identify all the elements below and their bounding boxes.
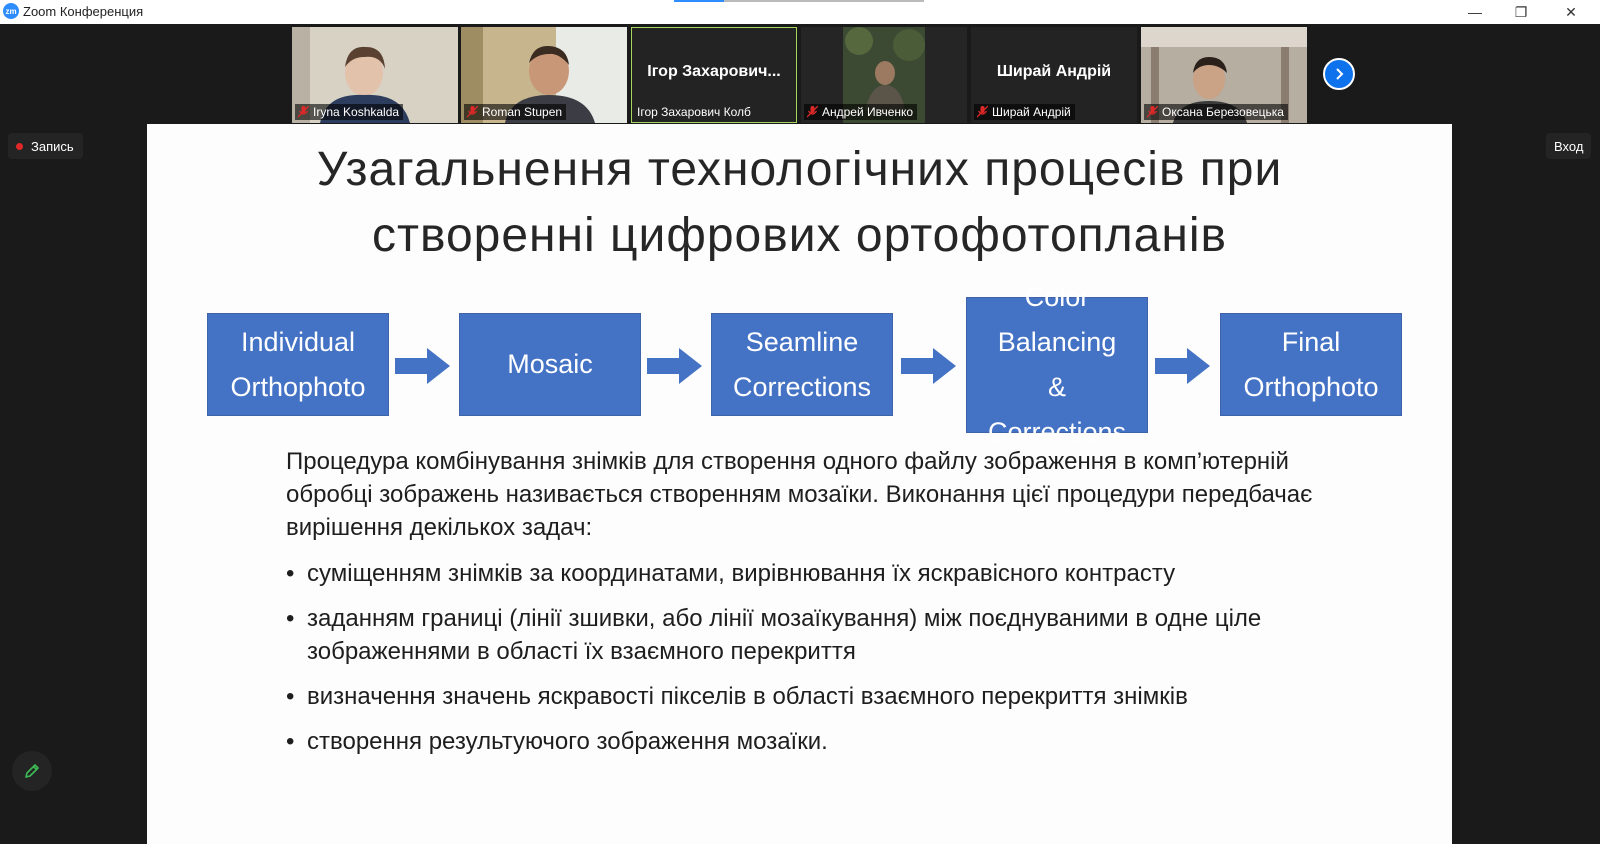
bullet-list: [286, 557, 1346, 770]
muted-mic-icon: [467, 106, 478, 118]
next-participants-button[interactable]: [1323, 58, 1355, 90]
participant-tile[interactable]: [292, 27, 458, 123]
slide-title-line-2: створенні цифрових ортофотопланів: [372, 209, 1227, 262]
participant-display-name: Ігор Захарович...: [647, 63, 781, 80]
bullet-marker: •: [286, 560, 295, 587]
minimize-button[interactable]: [1452, 0, 1498, 24]
participant-label: Iryna Koshkalda: [295, 104, 403, 120]
annotate-button[interactable]: [12, 751, 52, 791]
participant-display-name: Ширай Андрій: [996, 63, 1112, 80]
bullet-item: • визначення значень яскравості пікселів в області взаємного перекриття знімків: [286, 680, 1346, 713]
flow-step-individual-orthophoto: Individual Orthophoto: [207, 313, 389, 416]
flow-arrow-icon: [647, 346, 703, 386]
entry-button[interactable]: Вход: [1546, 133, 1591, 159]
muted-mic-icon: [1147, 106, 1158, 118]
flow-arrow-icon: [1155, 346, 1211, 386]
participant-label: Roman Stupen: [464, 104, 566, 120]
participant-label: Оксана Березовецька: [1144, 104, 1288, 120]
chevron-right-icon: [1332, 67, 1346, 81]
bullet-item: • заданням границі (лінії зшивки, або лінії мозаїкування) між поєднуваними в одне ціле зображеннями в області їх взаємного перекриття: [286, 602, 1346, 668]
bullet-marker: •: [286, 728, 295, 755]
minimize-icon: —: [1468, 4, 1482, 20]
recording-dot-icon: [16, 143, 23, 150]
view-indicator-track: [724, 0, 924, 2]
participant-strip: [0, 27, 1600, 123]
muted-mic-icon: [807, 106, 818, 118]
close-button[interactable]: [1548, 0, 1594, 24]
participant-tile-active-speaker[interactable]: [631, 27, 797, 123]
flow-step-color-balancing: Color Balancing & Corrections: [966, 297, 1148, 433]
flow-arrow-icon: [395, 346, 451, 386]
participant-tile[interactable]: [461, 27, 627, 123]
title-bar: [0, 0, 1600, 24]
slide-title-line-1: Узагальнення технологічних процесів при: [316, 143, 1283, 196]
bullet-marker: •: [286, 683, 295, 710]
restore-button[interactable]: [1498, 0, 1544, 24]
pencil-icon: [23, 762, 41, 780]
recording-indicator[interactable]: Запись: [8, 133, 83, 159]
bullet-item: • суміщенням знімків за координатами, вирівнювання їх яскравісного контрасту: [286, 557, 1346, 590]
muted-mic-icon: [298, 106, 309, 118]
participant-label: Ігор Захарович Колб: [637, 105, 751, 119]
window-title: Zoom Конференция: [23, 4, 144, 19]
flow-arrow-icon: [901, 346, 957, 386]
participant-tile[interactable]: [1141, 27, 1307, 123]
participant-tile[interactable]: [801, 27, 967, 123]
participant-label: Андрей Ивченко: [804, 104, 917, 120]
participant-label: Ширай Андрій: [974, 104, 1075, 120]
restore-icon: ❐: [1514, 3, 1528, 20]
participant-tile[interactable]: [971, 27, 1137, 123]
bullet-marker: •: [286, 605, 295, 632]
close-icon: ✕: [1565, 3, 1577, 20]
bullet-item: • створення результуючого зображення мозаїки.: [286, 725, 1346, 758]
flow-step-mosaic: Mosaic: [459, 313, 641, 416]
view-indicator: [674, 0, 724, 2]
slide-paragraph: Процедура комбінування знімків для створення одного файлу зображення в комп’ютерній обробці зображень називається створенням мозаїки. Виконання цієї процедури передбачає вирішення декількох задач:: [286, 448, 1313, 541]
flow-step-final-orthophoto: Final Orthophoto: [1220, 313, 1402, 416]
zoom-logo-icon: zm: [3, 3, 19, 19]
shared-screen-slide: [147, 124, 1452, 844]
flow-step-seamline-corrections: Seamline Corrections: [711, 313, 893, 416]
muted-mic-icon: [977, 106, 988, 118]
